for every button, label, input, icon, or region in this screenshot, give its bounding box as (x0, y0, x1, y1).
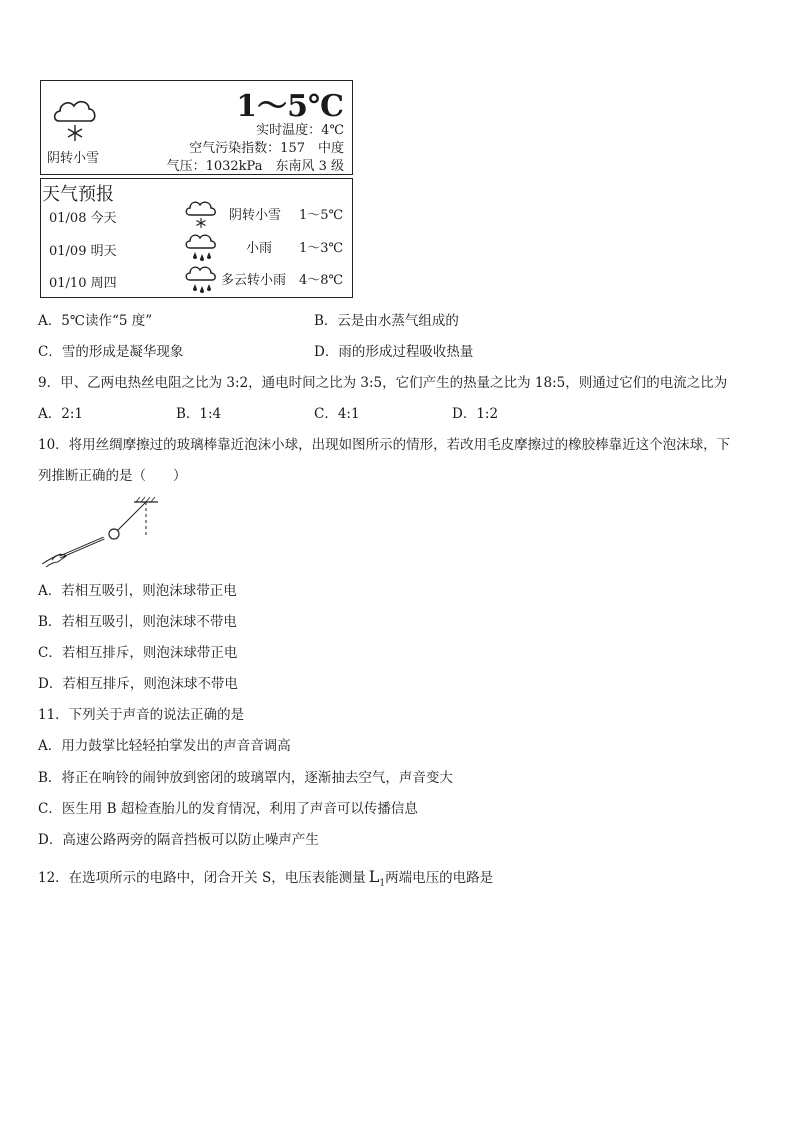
q10-stem-line1: 10．将用丝绸摩擦过的玻璃棒靠近泡沫小球，出现如图所示的情形，若改用毛皮摩擦过的橡胶棒靠近这个泡沫球，下 (38, 437, 731, 453)
q9-option-c: C．4:1 (314, 406, 360, 422)
q10-option-b: B．若相互吸引，则泡沫球不带电 (38, 614, 237, 630)
q12-stem-post: 两端电压的电路是 (385, 870, 494, 886)
current-weather-panel (40, 80, 353, 175)
cloud-snow-icon (184, 199, 218, 231)
glass-rod-foam-ball-figure (40, 494, 165, 569)
forecast-date: 01/08 今天 (49, 211, 117, 226)
forecast-panel (40, 178, 353, 298)
q8-option-c: C．雪的形成是凝华现象 (38, 344, 184, 360)
forecast-row (41, 199, 352, 229)
q12-stem (38, 867, 493, 894)
q10-option-c: C．若相互排斥，则泡沫球带正电 (38, 645, 238, 661)
forecast-desc: 阴转小雪 (229, 208, 282, 223)
air-quality-index: 空气污染指数：157 中度 (189, 141, 344, 156)
q10-option-a: A．若相互吸引，则泡沫球带正电 (38, 583, 237, 599)
cloud-rain-icon (184, 232, 218, 264)
q10-stem-line2: 列推断正确的是（ ） (38, 468, 187, 484)
forecast-desc: 小雨 (246, 241, 273, 256)
q12-l-subscript: 1 (379, 878, 386, 889)
forecast-temp: 4～8℃ (299, 273, 344, 288)
forecast-temp: 1～5℃ (299, 208, 344, 223)
q8-option-a: A．5℃读作“5 度” (38, 313, 153, 329)
current-condition: 阴转小雪 (47, 151, 100, 166)
forecast-title: 天气预报 (42, 184, 114, 205)
forecast-date: 01/09 明天 (49, 244, 117, 259)
q10-option-d: D．若相互排斥，则泡沫球不带电 (38, 676, 238, 692)
forecast-date: 01/10 周四 (49, 276, 117, 291)
realtime-temp: 实时温度：4℃ (256, 123, 344, 138)
q9-option-d: D．1:2 (452, 406, 499, 422)
forecast-temp: 1～3℃ (299, 241, 344, 256)
q11-option-a: A．用力鼓掌比轻轻拍掌发出的声音音调高 (38, 738, 291, 754)
q12-stem-pre: 12．在选项所示的电路中，闭合开关 S，电压表能测量 (38, 870, 366, 886)
q11-option-b: B．将正在响铃的闹钟放到密闭的玻璃罩内，逐渐抽去空气，声音变大 (38, 770, 453, 786)
current-temp-range: 1～5℃ (236, 89, 344, 124)
cloud-rain-icon (184, 264, 218, 296)
q9-stem: 9．甲、乙两电热丝电阻之比为 3:2，通电时间之比为 3:5，它们产生的热量之比为 18:5，则通过它们的电流之比为 (38, 375, 728, 391)
q9-option-b: B．1:4 (176, 406, 222, 422)
pressure-wind: 气压：1032kPa 东南风 3 级 (166, 159, 344, 174)
q9-option-a: A．2:1 (38, 406, 83, 422)
q12-l-letter: L (368, 867, 380, 886)
cloud-snow-icon (51, 95, 99, 145)
forecast-row (41, 264, 352, 294)
forecast-desc: 多云转小雨 (221, 273, 287, 288)
forecast-row (41, 232, 352, 262)
q11-stem: 11．下列关于声音的说法正确的是 (38, 707, 245, 723)
q8-option-d: D．雨的形成过程吸收热量 (314, 344, 474, 360)
q11-option-d: D．高速公路两旁的隔音挡板可以防止噪声产生 (38, 832, 319, 848)
q11-option-c: C．医生用 B 超检查胎儿的发育情况，利用了声音可以传播信息 (38, 801, 418, 817)
q8-option-b: B．云是由水蒸气组成的 (314, 313, 459, 329)
